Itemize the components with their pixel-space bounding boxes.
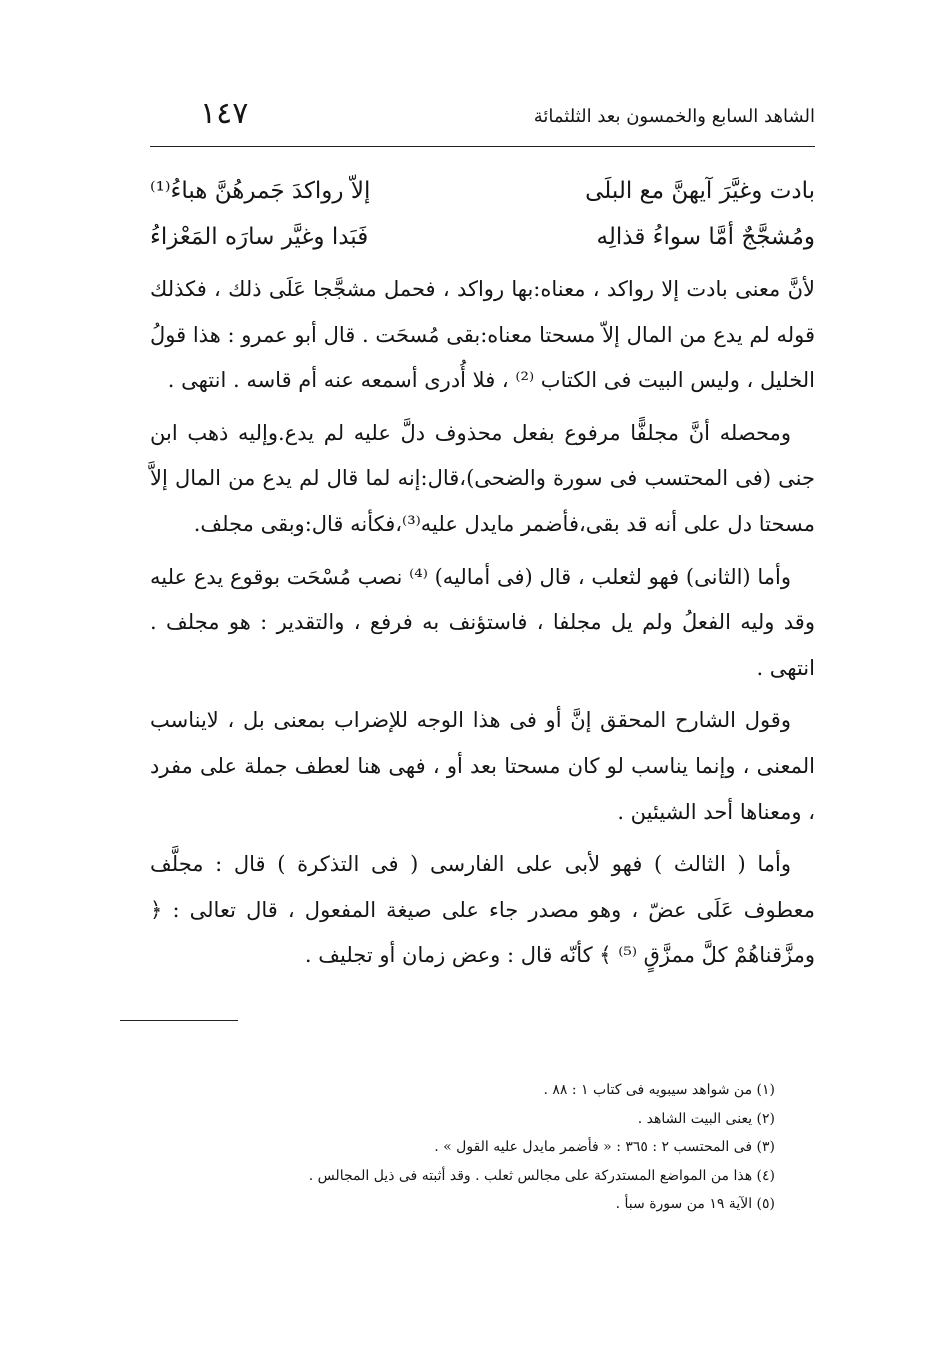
paragraph: وأما (الثانى) فهو لثعلب ، قال (فى أماليه) ⁽⁴⁾ نصب مُسْحَت بوقوع يدع عليه وقد وليه الفعلُ ولم يل مجلفا ، فاستؤنف به فرفع ، والتقدير : هو مجلف . انتهى . — [150, 564, 815, 680]
verse-2-first-hemistich: ومُشجَّجٌ أمَّا سواءُ قذالِه — [596, 224, 815, 250]
footnote: (٥) الآية ١٩ من سورة سبأ . — [615, 1196, 775, 1212]
body-text — [150, 267, 815, 986]
paragraph: وأما ( الثالث ) فهو لأبى على الفارسى ( فى التذكرة ) قال : مجلَّف معطوف عَلَى عضّ ، وهو مصدر جاء على صيغة المفعول ، قال تعالى : ﴿ ومزَّقناهُمْ كلَّ ممزَّقٍ ⁽⁵⁾ ﴾ كأنّه قال : وعض زمان أو تجليف . — [150, 852, 815, 968]
footnote: (٢) يعنى البيت الشاهد . — [637, 1110, 775, 1127]
page-number: ١٤٧ — [200, 96, 249, 131]
footnote: (١) من شواهد سيبويه فى كتاب ١ : ٨٨ . — [543, 1082, 775, 1098]
paragraph: ومحصله أنَّ مجلفًّا مرفوع بفعل محذوف دلَّ عليه لم يدع.وإليه ذهب ابن جنى (فى المحتسب فى سورة والضحى)،قال:إنه لما قال لم يدع من المال إلاَّ مسحتا دل على أنه قد بقى،فأضمر مايدل عليه⁽³⁾،فكأنه قال:وبقى مجلف. — [150, 420, 815, 536]
verse-1-first-hemistich: بادت وغيَّرَ آيهنَّ مع البلَى — [585, 178, 815, 204]
footnote: (٤) هذا من المواضع المستدركة على مجالس ثعلب . وقد أثبته فى ذيل المجالس . — [308, 1167, 775, 1184]
running-head — [150, 96, 815, 132]
verse-2-second-hemistich: فَبَدا وغيَّر سارَه المَعْزاءُ — [150, 224, 369, 250]
header-rule — [150, 146, 815, 147]
footnote-rule — [120, 1020, 238, 1021]
verse-1-second-hemistich: إلاّ رواكدَ جَمرهُنَّ هباءُ⁽¹⁾ — [150, 178, 371, 204]
footnote: (٣) فى المحتسب ٢ : ٣٦٥ : « فأضمر مايدل عليه القول » . — [434, 1139, 775, 1155]
paragraph: لأنَّ معنى بادت إلا رواكد ، معناه:بها رواكد ، فحمل مشجَّجا عَلَى ذلك ، فكذلك قوله لم يدع من المال إلاّ مسحتا معناه:بقى مُسحَت . قال أبو عمرو : هذا قولُ الخليل ، وليس البيت فى الكتاب ⁽²⁾ ، فلا أُدرى أسمعه عنه أم قاسه . انتهى . — [150, 277, 815, 393]
footnotes — [150, 1076, 775, 1219]
paragraph: وقول الشارح المحقق إنَّ أو فى هذا الوجه للإضراب بمعنى بل ، لايناسب المعنى ، وإنما يناسب لو كان مسحتا بعد أو ، فهى هنا لعطف جملة على مفرد ، ومعناها أحد الشيئين . — [150, 708, 815, 824]
running-head-title: الشاهد السابع والخمسون بعد الثلثمائة — [533, 106, 815, 127]
